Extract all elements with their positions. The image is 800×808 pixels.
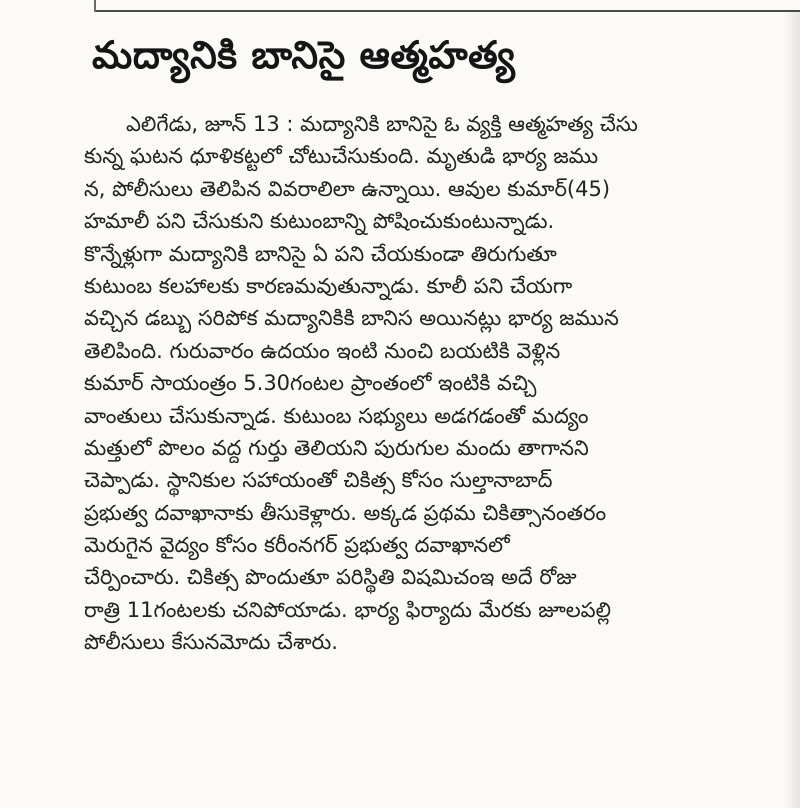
article-line: ప్రభుత్వ దవాఖానాకు తీసుకెళ్లారు. అక్కడ ప్రథమ చికిత్సానంతరం — [84, 500, 607, 525]
article-line: కొన్నేళ్లుగా మద్యానికి బానిసై ఏ పని చేయకుండా తిరుగుతూ — [84, 241, 557, 266]
article-line: కున్న ఘటన ధూళికట్టలో చోటుచేసుకుంది. మృతుడి భార్య జము — [84, 144, 599, 169]
article-line: కుటుంబ కలహాలకు కారణమవుతున్నాడు. కూలీ పని చేయగా — [84, 273, 573, 298]
article-line: పోలీసులు కేసునమోదు చేశారు. — [84, 630, 338, 655]
article-line: తెలిపింది. గురువారం ఉదయం ఇంటి నుంచి బయటికి వెళ్లిన — [84, 338, 561, 363]
article-line: చెప్పాడు. స్థానికుల సహాయంతో చికిత్స కోసం సుల్తానాబాద్ — [84, 468, 553, 493]
column-divider — [88, 0, 96, 12]
article-line: హమాలీ పని చేసుకుని కుటుంబాన్ని పోషించుకుంటున్నాడు. — [84, 209, 555, 234]
article-line: చేర్పించారు. చికిత్స పొందుతూ పరిస్థితి విషమిచంఇ అదే రోజు — [84, 565, 577, 590]
article-line: మత్తులో పొలం వద్ద గుర్తు తెలియని పురుగుల మందు తాగానని — [84, 435, 589, 460]
article-body — [84, 108, 752, 659]
article-line: వచ్చిన డబ్బు సరిపోక మద్యానికికి బానిస అయినట్లు భార్య జమున — [84, 306, 619, 331]
article-line: మెరుగైన వైద్యం కోసం కరీంనగర్ ప్రభుత్వ దవాఖానలో — [84, 533, 510, 558]
page-edge-shadow — [784, 12, 800, 808]
article-line: న, పోలీసులు తెలిపిన వివరాలిలా ఉన్నాయి. ఆవుల కుమార్(45) — [84, 176, 611, 201]
article-line: ఎలిగేడు, జూన్ 13 : మద్యానికి బానిసై ఓ వ్యక్తి ఆత్మహత్య చేసు — [126, 112, 638, 136]
article-line: రాత్రి 11గంటలకు చనిపోయాడు. భార్య ఫిర్యాదు మేరకు జూలపల్లి — [84, 597, 612, 622]
article-headline: మద్యానికి బానిసై ఆత్మహత్య — [92, 33, 516, 77]
article-line: కుమార్ సాయంత్రం 5.30గంటల ప్రాంతంలో ఇంటికి వచ్చి — [84, 371, 537, 396]
top-rule — [96, 0, 800, 12]
article-line: వాంతులు చేసుకున్నాడ. కుటుంబ సభ్యులు అడగడంతో మద్యం — [84, 403, 589, 428]
